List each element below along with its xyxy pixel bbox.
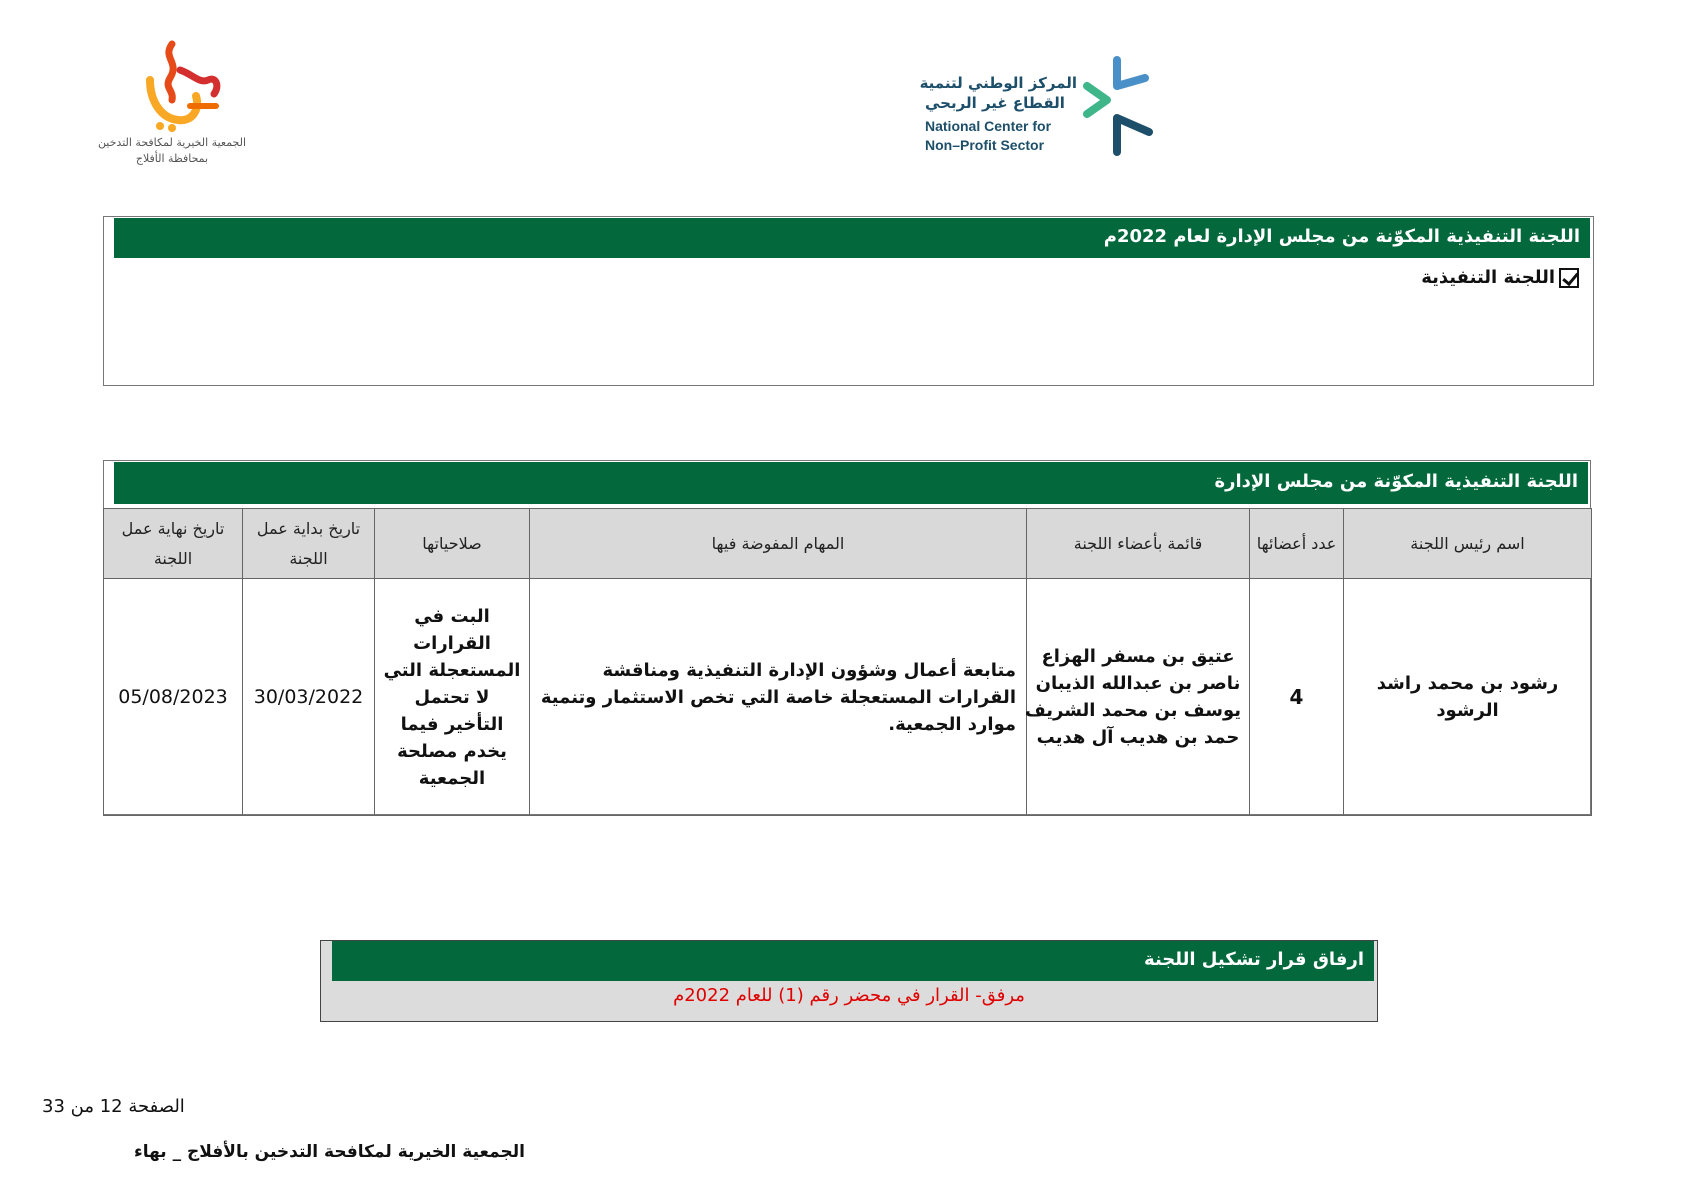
logo-english-line2: Non–Profit Sector: [925, 137, 1045, 153]
baha-logo-mark-icon: [120, 40, 230, 132]
column-header: تاريخ نهاية عمل اللجنة: [104, 509, 243, 579]
delegated-tasks-cell: متابعة أعمال وشؤون الإدارة التنفيذية ومناقشة القرارات المستعجلة خاصة التي تخص الاستثمار وتنمية موارد الجمعية.: [530, 579, 1027, 816]
table-header-row: [104, 509, 1592, 579]
committee-table: [103, 508, 1592, 816]
organization-logo: [72, 40, 272, 170]
column-header: المهام المفوضة فيها: [530, 509, 1027, 579]
chair-name-cell: رشود بن محمد راشد الرشود: [1344, 579, 1592, 816]
members-cell: [1024, 579, 1250, 816]
powers-cell: البت في القرارات المستعجلة التي لا تحتمل التأخير فيما يخدم مصلحة الجمعية: [375, 579, 530, 816]
member-name: عتيق بن مسفر الهزاع: [1041, 646, 1235, 667]
national-center-logo: [919, 52, 1175, 162]
end-date-cell: 05/08/2023: [104, 579, 243, 816]
page-number: الصفحة 12 من 33: [42, 1096, 185, 1117]
section2-title: اللجنة التنفيذية المكوّنة من مجلس الإدارة: [114, 462, 1588, 504]
member-name: حمد بن هديب آل هديب: [1036, 727, 1240, 748]
section1-title: اللجنة التنفيذية المكوّنة من مجلس الإدارة لعام 2022م: [114, 218, 1590, 258]
executive-committee-section: [103, 216, 1594, 386]
member-count-cell: 4: [1250, 579, 1344, 816]
footer-org-name: الجمعية الخيرية لمكافحة التدخين بالأفلاج _ بهاء: [134, 1142, 525, 1162]
logo-arabic-line1: المركز الوطني لتنمية: [919, 74, 1077, 92]
table-row: [104, 579, 1592, 816]
logo-english-line1: National Center for: [925, 118, 1052, 134]
column-header: قائمة بأعضاء اللجنة: [1027, 509, 1250, 579]
attachment-section: [320, 940, 1378, 1022]
logo-arabic-line2: القطاع غير الربحي: [925, 94, 1065, 112]
member-name: ناصر بن عبدالله الذيبان: [1035, 673, 1241, 694]
column-header: صلاحياتها: [375, 509, 530, 579]
member-name: يوسف بن محمد الشريف: [1024, 700, 1241, 721]
logo-org-line1: الجمعية الخيرية لمكافحة التدخين: [97, 136, 247, 149]
logo-org-line2: بمحافظة الأفلاج: [135, 152, 209, 165]
checkbox-label: اللجنة التنفيذية: [1421, 267, 1555, 288]
committee-table-section: [103, 460, 1591, 815]
checkbox-checked-icon[interactable]: [1559, 268, 1579, 288]
national-center-mark-icon: [1083, 56, 1165, 156]
committee-checkbox-row: [1421, 267, 1579, 288]
start-date-cell: 30/03/2022: [243, 579, 375, 816]
column-header: تاريخ بداية عمل اللجنة: [243, 509, 375, 579]
column-header: اسم رئيس اللجنة: [1344, 509, 1592, 579]
section3-title: ارفاق قرار تشكيل اللجنة: [332, 941, 1374, 981]
column-header: عدد أعضائها: [1250, 509, 1344, 579]
attachment-note: مرفق- القرار في محضر رقم (1) للعام 2022م: [673, 985, 1025, 1006]
